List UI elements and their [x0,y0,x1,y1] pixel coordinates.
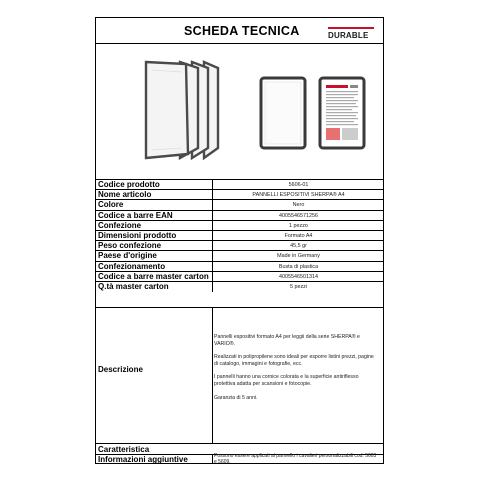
spec-value: 5 pezzi [289,283,308,290]
spec-value: 5606-01 [288,182,309,188]
spec-value: Formato A4 [284,232,313,239]
page-title: SCHEDA TECNICA [184,24,300,38]
description-paragraph: Realizzati in polipropilene sono ideali per esporre listini prezzi, pagine di catalogo, immagini e fotografie, ecc. [214,354,374,367]
column-divider [212,282,213,292]
column-divider [212,180,213,189]
column-divider [212,190,213,199]
header [96,18,383,44]
column-divider [212,454,213,463]
column-divider [212,241,213,250]
spec-label: Confezione [98,220,142,230]
spec-row [96,211,383,221]
empty-panel-image [259,76,307,150]
spec-label: Codice a barre EAN [98,210,173,220]
column-divider [212,200,213,209]
spec-label: Colore [98,200,124,210]
spec-value: 1 pezzo [289,222,308,229]
spec-label: Codice prodotto [98,180,160,189]
column-divider [212,262,213,271]
spec-row [96,190,383,200]
description-paragraph: Pannelli espositivi formato A4 per leggii della serie SHERPA® e VARIO®. [214,334,360,347]
logo-bar [328,27,374,29]
column-divider [212,308,213,443]
info-row [96,455,383,463]
column-divider [212,251,213,260]
spec-row [96,231,383,241]
spec-value: 45,5 gr [290,243,307,250]
column-divider [212,272,213,281]
info-text: Possono essere applicati al pannello i cavalieri personalizzabili cod. 5603 e 5609. [214,453,377,465]
column-divider [212,211,213,220]
description-label: Descrizione [98,365,143,374]
spec-row [96,251,383,261]
spec-table [96,180,383,292]
spec-label: Codice a barre master carton [98,271,209,281]
filled-panel-image [318,76,366,150]
datasheet [95,17,384,464]
logo-text: DURABLE [328,31,369,40]
spec-label: Nome articolo [98,190,152,200]
spec-value: 4005546501314 [279,273,318,280]
spec-row [96,272,383,282]
spec-value: Made in Germany [277,253,320,260]
durable-logo [326,26,378,40]
spec-row [96,262,383,272]
spec-label: Q.tà master carton [98,281,169,291]
spec-label: Dimensioni prodotto [98,230,177,240]
spec-value: 4005546571256 [279,212,318,219]
spec-label: Peso confezione [98,241,162,251]
spec-row [96,241,383,251]
description-text [214,334,379,408]
spec-row [96,221,383,231]
product-images [96,44,383,180]
column-divider [212,231,213,240]
description-section [96,307,383,444]
spec-label: Paese d'origine [98,251,157,261]
spec-row [96,282,383,292]
description-paragraph: Garanzia di 5 anni. [214,394,258,401]
description-paragraph: I pannelli hanno una cornice colorata e la superficie antiriflesso protettiva adatta per scansioni e fotocopie. [214,374,359,387]
info-label: Informazioni aggiuntive [98,455,188,464]
spec-row [96,200,383,210]
spec-value: Nero [292,202,305,209]
spec-value: PANNELLI ESPOSITIVI SHERPA® A4 [252,192,345,199]
panel-stack-image [142,60,222,160]
spec-row [96,180,383,190]
spec-value: Busta di plastica [278,263,319,270]
column-divider [212,221,213,230]
caratteristica-label: Caratteristica [98,445,150,454]
spec-label: Confezionamento [98,261,166,271]
